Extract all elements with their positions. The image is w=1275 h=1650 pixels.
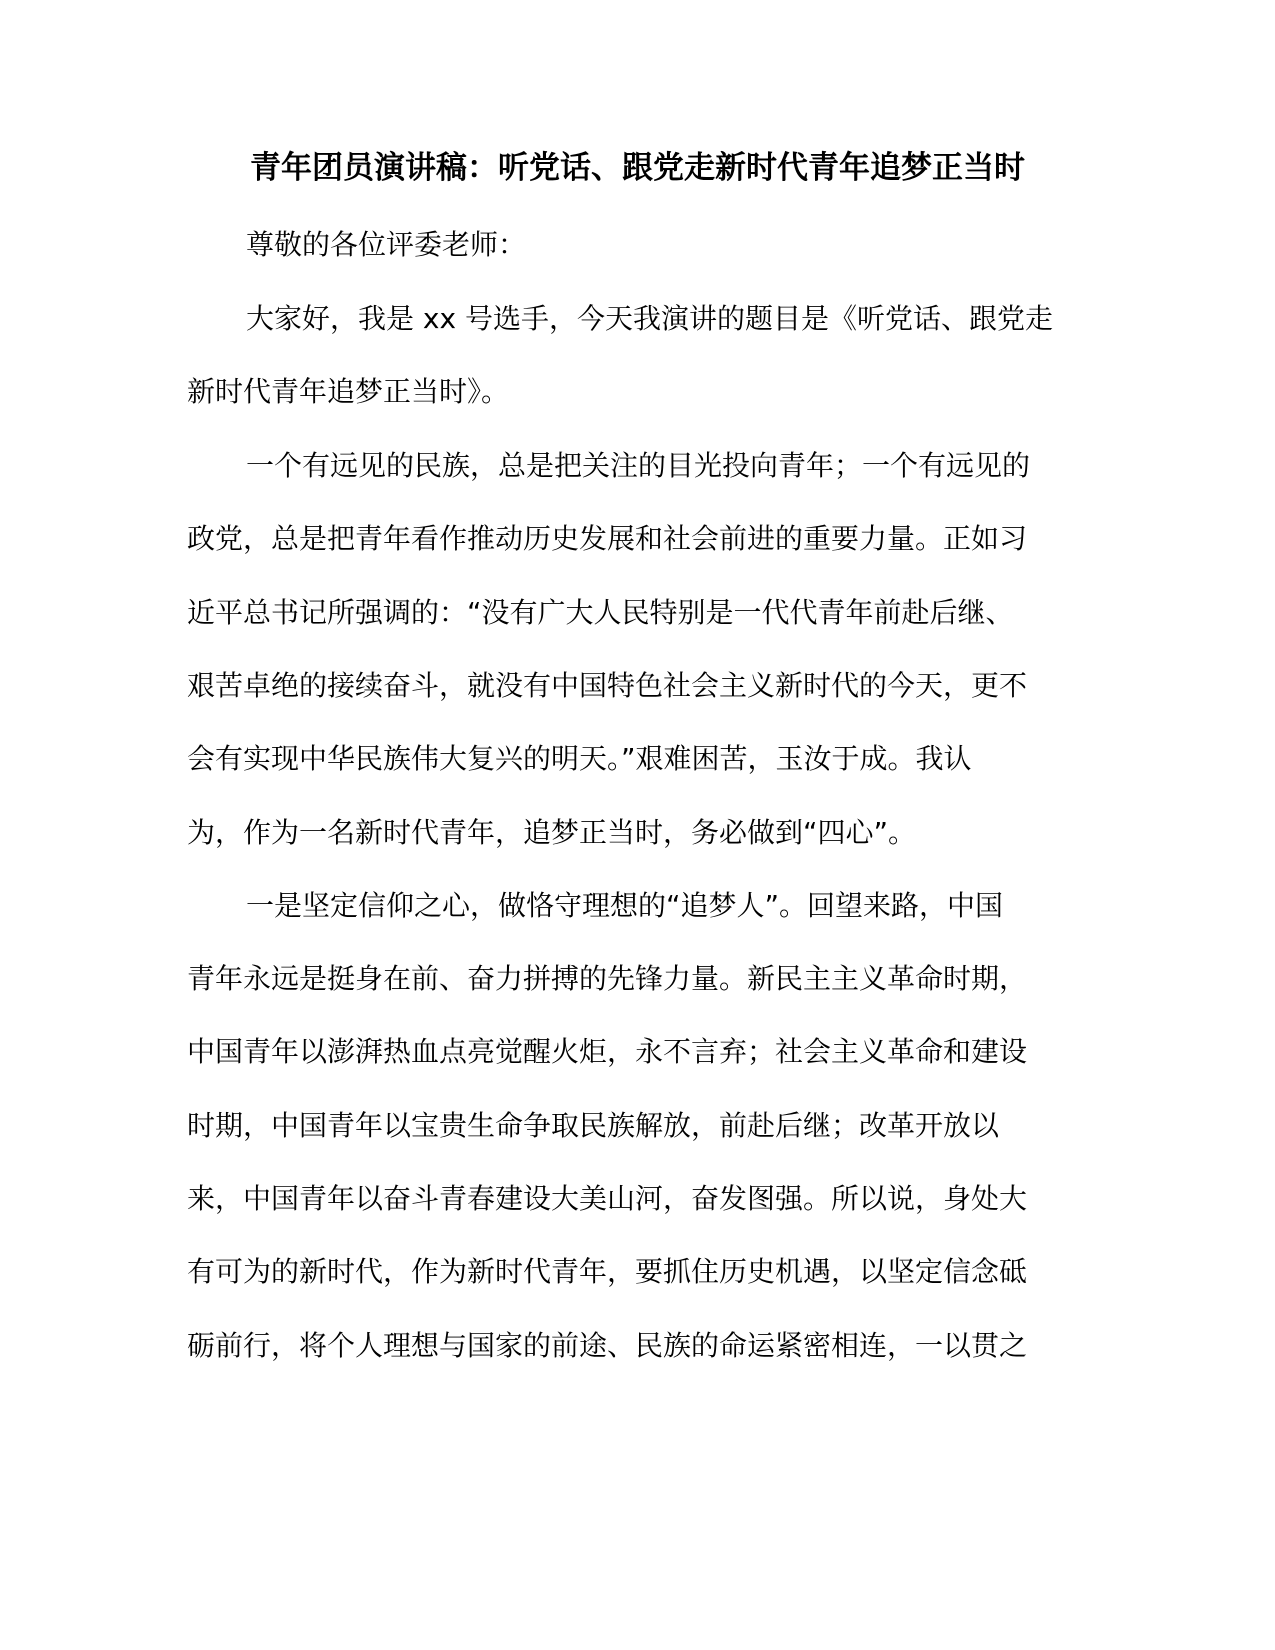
- text-line: 砺前行，将个人理想与国家的前途、民族的命运紧密相连，一以贯之: [187, 1329, 1028, 1362]
- document-title: 青年团员演讲稿：听党话、跟党走新时代青年追梦正当时: [250, 150, 1025, 186]
- text-line: 会有实现中华民族伟大复兴的明天。”艰难困苦，玉汝于成。我认: [187, 742, 972, 775]
- text-line: 中国青年以澎湃热血点亮觉醒火炬，永不言弃；社会主义革命和建设: [187, 1035, 1028, 1068]
- text-line: 艰苦卓绝的接续奋斗，就没有中国特色社会主义新时代的今天，更不: [187, 669, 1028, 702]
- text-line: 时期，中国青年以宝贵生命争取民族解放，前赴后继；改革开放以: [187, 1109, 1000, 1142]
- text-line: 来，中国青年以奋斗青春建设大美山河，奋发图强。所以说，身处大: [187, 1182, 1028, 1215]
- text-line: 青年永远是挺身在前、奋力拼搏的先锋力量。新民主主义革命时期，: [187, 962, 1028, 995]
- text-line: 尊敬的各位评委老师：: [246, 228, 527, 261]
- text-line: 一个有远见的民族，总是把关注的目光投向青年；一个有远见的: [246, 449, 1031, 482]
- text-line: 一是坚定信仰之心，做恪守理想的“追梦人”。回望来路，中国: [246, 889, 1004, 922]
- text-line: 新时代青年追梦正当时》。: [187, 375, 510, 408]
- text-line: 大家好，我是 xx 号选手，今天我演讲的题目是《听党话、跟党走: [246, 302, 1053, 335]
- text-line: 有可为的新时代，作为新时代青年，要抓住历史机遇，以坚定信念砥: [187, 1255, 1028, 1288]
- text-line: 政党，总是把青年看作推动历史发展和社会前进的重要力量。正如习: [187, 522, 1028, 555]
- text-line: 近平总书记所强调的：“没有广大人民特别是一代代青年前赴后继、: [187, 596, 1014, 629]
- text-line: 为，作为一名新时代青年，追梦正当时，务必做到“四心”。: [187, 816, 917, 849]
